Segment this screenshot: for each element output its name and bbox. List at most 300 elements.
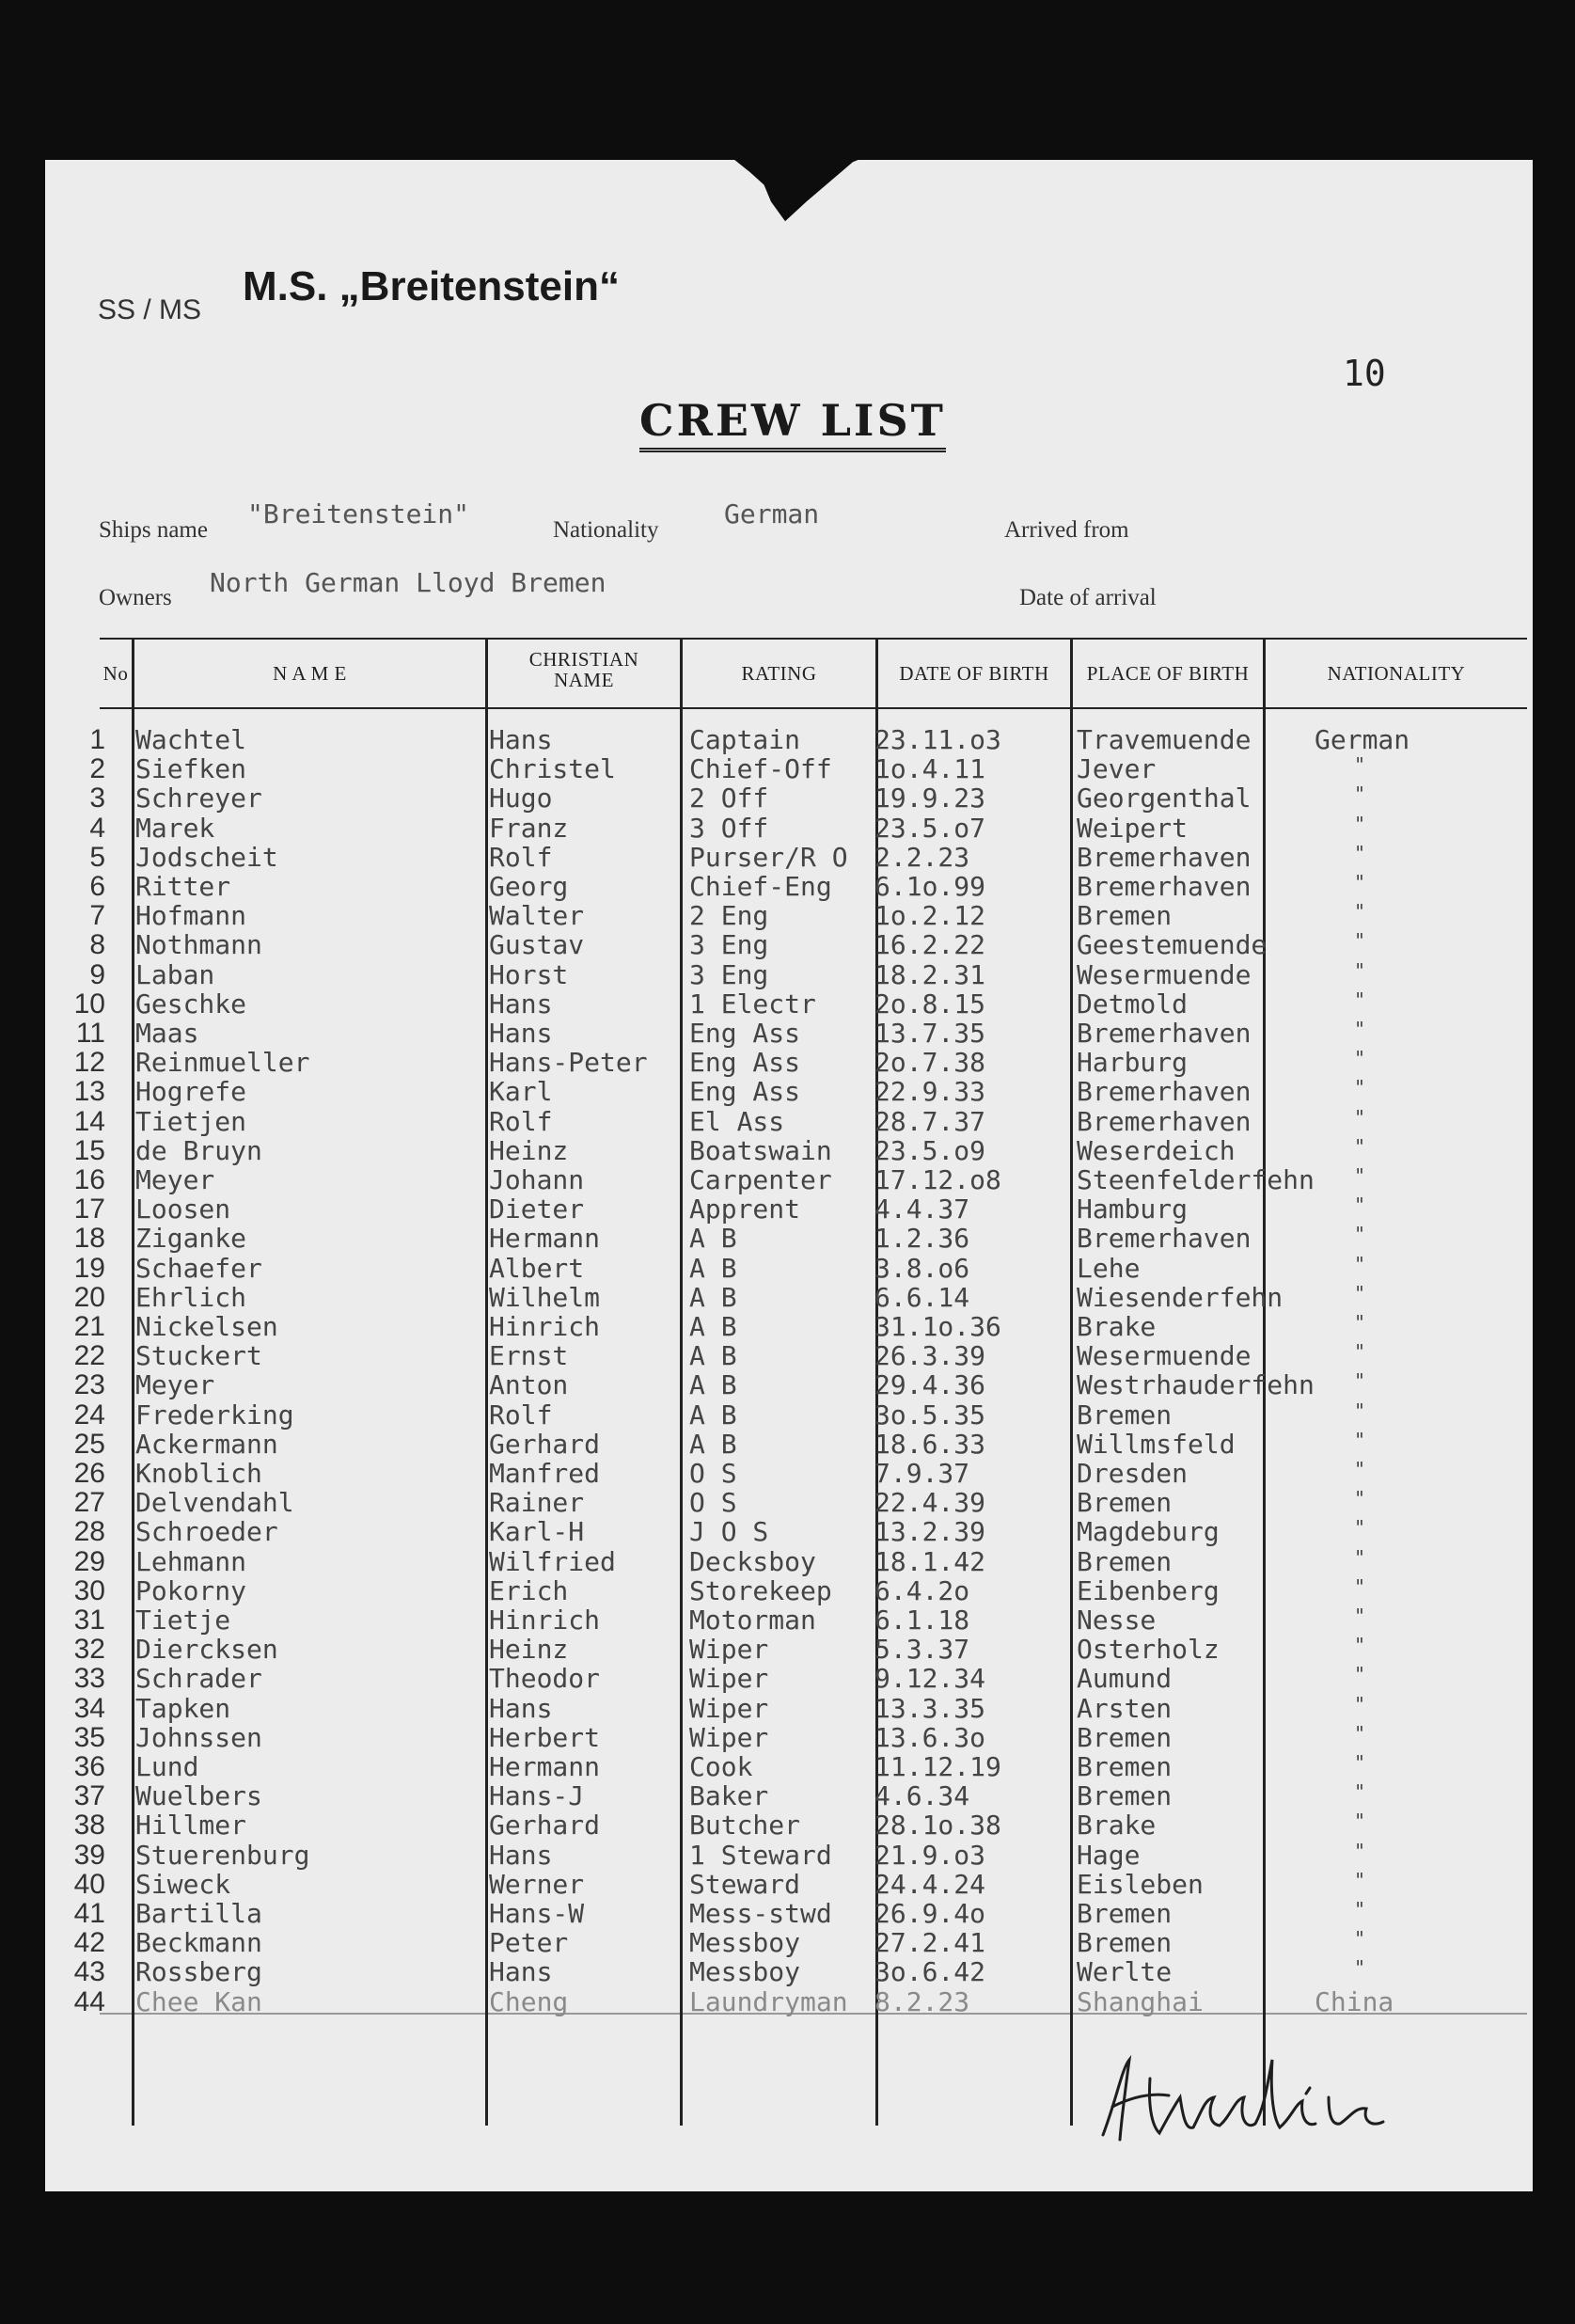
row-place-of-birth: Bremerhaven [1077, 1223, 1252, 1255]
header-place-of-birth: PLACE OF BIRTH [1086, 662, 1250, 685]
row-christian-name: Heinz [489, 1634, 569, 1666]
row-place-of-birth: Wesermuende [1077, 1340, 1252, 1372]
row-rating: Baker [689, 1780, 769, 1812]
row-rating: Eng Ass [689, 1018, 801, 1049]
col-divider-dob [1070, 640, 1073, 2126]
row-christian-name: Rolf [489, 1399, 553, 1431]
row-place-of-birth: Harburg [1077, 1047, 1189, 1079]
row-no: 28 [73, 1516, 105, 1548]
row-name: Ehrlich [135, 1281, 247, 1313]
row-date-of-birth: 23.5.o9 [874, 1134, 986, 1166]
row-no: 21 [73, 1311, 105, 1342]
row-name: Nothmann [135, 929, 262, 961]
row-no: 43 [73, 1956, 105, 1988]
row-place-of-birth: Bremen [1077, 1545, 1173, 1577]
row-christian-name: Gustav [489, 929, 585, 961]
row-christian-name: Ernst [489, 1340, 569, 1372]
row-date-of-birth: 7.9.37 [874, 1458, 970, 1489]
row-date-of-birth: 26.9.4o [874, 1898, 986, 1929]
row-christian-name: Georg [489, 871, 569, 902]
row-christian-name: Hermann [489, 1751, 601, 1782]
row-date-of-birth: 13.2.39 [874, 1516, 986, 1548]
row-place-of-birth: Brake [1077, 1311, 1157, 1342]
row-nationality: " [1354, 929, 1366, 953]
row-rating: J O S [689, 1516, 769, 1548]
row-christian-name: Rolf [489, 841, 553, 873]
form-title: CREW LIST [639, 395, 946, 452]
row-date-of-birth: 18.6.33 [874, 1428, 986, 1460]
row-christian-name: Hans [489, 1956, 553, 1988]
row-place-of-birth: Willmsfeld [1077, 1428, 1236, 1460]
row-place-of-birth: Bremen [1077, 1780, 1173, 1812]
ships-name-value: "Breitenstein" [247, 498, 470, 530]
row-no: 14 [73, 1105, 105, 1137]
row-place-of-birth: Bremerhaven [1077, 1076, 1252, 1108]
row-rating: Eng Ass [689, 1047, 801, 1079]
row-nationality: " [1354, 1428, 1366, 1451]
row-nationality: " [1354, 783, 1366, 806]
row-place-of-birth: Steenfelderfehn [1077, 1164, 1315, 1195]
row-nationality: " [1354, 812, 1366, 835]
row-rating: Laundryman [689, 1985, 848, 2017]
row-nationality: " [1354, 1134, 1366, 1158]
row-rating: 3 Eng [689, 929, 769, 961]
row-no: 33 [73, 1663, 105, 1695]
row-date-of-birth: 9.12.34 [874, 1663, 986, 1695]
row-date-of-birth: 2.2.23 [874, 841, 970, 873]
col-divider-name [485, 640, 488, 2126]
row-name: Johnssen [135, 1721, 262, 1753]
row-place-of-birth: Weipert [1077, 812, 1189, 844]
row-nationality: " [1354, 1898, 1366, 1921]
row-nationality: " [1354, 1076, 1366, 1099]
row-nationality: " [1354, 1458, 1366, 1480]
row-name: Meyer [135, 1369, 215, 1401]
row-rating: 1 Electr [689, 988, 816, 1020]
row-rating: Decksboy [689, 1545, 816, 1577]
row-name: de Bruyn [135, 1134, 262, 1166]
row-nationality: " [1354, 1223, 1366, 1246]
row-place-of-birth: Bremerhaven [1077, 841, 1252, 873]
header-date-of-birth: DATE OF BIRTH [899, 662, 1049, 685]
row-no: 30 [73, 1574, 105, 1606]
document-content [45, 160, 1533, 2191]
row-nationality: " [1354, 1956, 1366, 1980]
header-rating: RATING [741, 662, 817, 685]
row-name: Siweck [135, 1868, 231, 1900]
row-name: Ritter [135, 871, 231, 902]
row-date-of-birth: 2o.8.15 [874, 988, 986, 1020]
row-name: Meyer [135, 1164, 215, 1195]
row-no: 6 [89, 871, 105, 902]
row-christian-name: Cheng [489, 1985, 569, 2017]
row-date-of-birth: 3o.5.35 [874, 1399, 986, 1431]
row-nationality: " [1354, 1399, 1366, 1422]
row-name: Diercksen [135, 1634, 278, 1666]
row-christian-name: Hans [489, 988, 553, 1020]
row-name: Hillmer [135, 1810, 247, 1842]
row-rating: Carpenter [689, 1164, 832, 1195]
row-christian-name: Manfred [489, 1458, 601, 1489]
header-christian-line1: CHRISTIAN [528, 648, 639, 671]
row-date-of-birth: 4.4.37 [874, 1194, 970, 1225]
row-nationality: " [1354, 1810, 1366, 1833]
row-no: 24 [73, 1399, 105, 1431]
row-nationality: " [1354, 1780, 1366, 1804]
row-name: Wachtel [135, 724, 247, 755]
row-no: 10 [73, 988, 105, 1020]
row-name: Stuerenburg [135, 1839, 310, 1871]
row-christian-name: Herbert [489, 1721, 601, 1753]
row-rating: Captain [689, 724, 801, 755]
row-place-of-birth: Shanghai [1077, 1985, 1204, 2017]
row-date-of-birth: 6.6.14 [874, 1281, 970, 1313]
row-nationality: " [1354, 1751, 1366, 1774]
row-name: Ackermann [135, 1428, 278, 1460]
row-no: 2 [89, 753, 105, 785]
row-rating: Mess-stwd [689, 1898, 832, 1929]
header-no: No [102, 662, 129, 685]
row-christian-name: Hans-W [489, 1898, 585, 1929]
row-place-of-birth: Bremen [1077, 1927, 1173, 1959]
row-place-of-birth: Bremerhaven [1077, 871, 1252, 902]
row-christian-name: Hans-J [489, 1780, 585, 1812]
row-nationality: " [1354, 871, 1366, 893]
row-christian-name: Hans-Peter [489, 1047, 648, 1079]
row-place-of-birth: Magdeburg [1077, 1516, 1220, 1548]
row-date-of-birth: 6.4.2o [874, 1574, 970, 1606]
row-rating: 3 Off [689, 812, 769, 844]
row-no: 34 [73, 1692, 105, 1724]
row-place-of-birth: Travemuende [1077, 724, 1252, 755]
row-rating: O S [689, 1487, 737, 1519]
row-date-of-birth: 11.12.19 [874, 1751, 1001, 1782]
row-date-of-birth: 22.4.39 [874, 1487, 986, 1519]
row-name: Jodscheit [135, 841, 278, 873]
row-christian-name: Dieter [489, 1194, 585, 1225]
row-place-of-birth: Wiesenderfehn [1077, 1281, 1284, 1313]
row-name: Schreyer [135, 783, 262, 814]
row-name: Beckmann [135, 1927, 262, 1959]
row-nationality: " [1354, 1868, 1366, 1891]
row-date-of-birth: 28.1o.38 [874, 1810, 1001, 1842]
col-divider-no [132, 640, 134, 2126]
row-christian-name: Horst [489, 958, 569, 990]
ship-title: M.S. „Breitenstein“ [243, 263, 620, 309]
row-nationality: " [1354, 1047, 1366, 1070]
row-no: 41 [73, 1898, 105, 1929]
row-date-of-birth: 8.2.23 [874, 1985, 970, 2017]
row-date-of-birth: 29.4.36 [874, 1369, 986, 1401]
col-divider-christian [680, 640, 683, 2126]
row-christian-name: Hinrich [489, 1311, 601, 1342]
row-christian-name: Anton [489, 1369, 569, 1401]
row-place-of-birth: Lehe [1077, 1252, 1141, 1284]
row-christian-name: Franz [489, 812, 569, 844]
row-name: Siefken [135, 753, 247, 785]
row-christian-name: Heinz [489, 1134, 569, 1166]
row-name: Knoblich [135, 1458, 262, 1489]
table-top-rule [100, 638, 1527, 640]
row-nationality: " [1354, 958, 1366, 982]
arrived-from-label: Arrived from [1004, 517, 1129, 543]
row-no: 27 [73, 1487, 105, 1519]
row-rating: Messboy [689, 1927, 801, 1959]
row-rating: A B [689, 1428, 737, 1460]
row-nationality: " [1354, 1692, 1366, 1715]
row-date-of-birth: 31.1o.36 [874, 1311, 1001, 1342]
row-place-of-birth: Weserdeich [1077, 1134, 1236, 1166]
row-no: 22 [73, 1340, 105, 1372]
row-date-of-birth: 3o.6.42 [874, 1956, 986, 1988]
date-of-arrival-label: Date of arrival [1019, 585, 1157, 610]
row-rating: 2 Off [689, 783, 769, 814]
row-nationality: " [1354, 1018, 1366, 1040]
row-name: Ziganke [135, 1223, 247, 1255]
row-nationality: " [1354, 1721, 1366, 1745]
row-rating: A B [689, 1223, 737, 1255]
row-place-of-birth: Bremen [1077, 900, 1173, 932]
row-date-of-birth: 28.7.37 [874, 1105, 986, 1137]
row-no: 16 [73, 1164, 105, 1195]
page-number: 10 [1343, 353, 1386, 394]
row-date-of-birth: 18.1.42 [874, 1545, 986, 1577]
row-christian-name: Theodor [489, 1663, 601, 1695]
row-nationality: " [1354, 1634, 1366, 1657]
row-date-of-birth: 5.3.37 [874, 1634, 970, 1666]
row-name: Lehmann [135, 1545, 247, 1577]
row-rating: Chief-Off [689, 753, 832, 785]
row-nationality: " [1354, 988, 1366, 1011]
row-no: 3 [89, 783, 105, 814]
row-date-of-birth: 22.9.33 [874, 1076, 986, 1108]
row-nationality: " [1354, 1105, 1366, 1129]
row-no: 15 [73, 1134, 105, 1166]
row-no: 8 [89, 929, 105, 961]
row-rating: Wiper [689, 1663, 769, 1695]
row-christian-name: Erich [489, 1574, 569, 1606]
row-rating: Wiper [689, 1721, 769, 1753]
row-name: Stuckert [135, 1340, 262, 1372]
row-name: Rossberg [135, 1956, 262, 1988]
row-place-of-birth: Hamburg [1077, 1194, 1189, 1225]
row-name: Geschke [135, 988, 247, 1020]
row-date-of-birth: 17.12.o8 [874, 1164, 1001, 1195]
row-place-of-birth: Hage [1077, 1839, 1141, 1871]
row-christian-name: Werner [489, 1868, 585, 1900]
table-header-rule [100, 707, 1527, 709]
row-nationality: " [1354, 1311, 1366, 1334]
row-rating: Eng Ass [689, 1076, 801, 1108]
row-rating: Steward [689, 1868, 801, 1900]
row-name: Schrader [135, 1663, 262, 1695]
row-rating: Boatswain [689, 1134, 832, 1166]
row-christian-name: Hinrich [489, 1605, 601, 1636]
handwritten-signature [1094, 2041, 1394, 2154]
row-date-of-birth: 19.9.23 [874, 783, 986, 814]
row-rating: A B [689, 1311, 737, 1342]
row-place-of-birth: Westrhauderfehn [1077, 1369, 1315, 1401]
owners-value: North German Lloyd Bremen [210, 567, 606, 598]
row-rating: Wiper [689, 1692, 769, 1724]
row-name: Bartilla [135, 1898, 262, 1929]
row-no: 32 [73, 1634, 105, 1666]
row-no: 39 [73, 1839, 105, 1871]
row-rating: Cook [689, 1751, 753, 1782]
row-no: 25 [73, 1428, 105, 1460]
row-date-of-birth: 23.11.o3 [874, 724, 1001, 755]
row-christian-name: Hans [489, 1018, 553, 1049]
row-name: Tietje [135, 1605, 231, 1636]
row-place-of-birth: Bremen [1077, 1751, 1173, 1782]
row-no: 1 [89, 724, 105, 755]
row-date-of-birth: 16.2.22 [874, 929, 986, 961]
row-date-of-birth: 13.6.3o [874, 1721, 986, 1753]
row-date-of-birth: 23.5.o7 [874, 812, 986, 844]
row-place-of-birth: Brake [1077, 1810, 1157, 1842]
row-christian-name: Hans [489, 724, 553, 755]
row-no: 44 [73, 1985, 105, 2017]
row-christian-name: Christel [489, 753, 616, 785]
row-no: 26 [73, 1458, 105, 1489]
row-name: Hofmann [135, 900, 247, 932]
row-date-of-birth: 18.2.31 [874, 958, 986, 990]
row-name: Pokorny [135, 1574, 247, 1606]
row-no: 7 [89, 900, 105, 932]
row-place-of-birth: Jever [1077, 753, 1157, 785]
row-place-of-birth: Wesermuende [1077, 958, 1252, 990]
row-date-of-birth: 27.2.41 [874, 1927, 986, 1959]
row-name: Schroeder [135, 1516, 278, 1548]
row-no: 42 [73, 1927, 105, 1959]
row-place-of-birth: Bremen [1077, 1399, 1173, 1431]
row-christian-name: Karl [489, 1076, 553, 1108]
row-no: 37 [73, 1780, 105, 1812]
row-nationality: China [1315, 1985, 1394, 2017]
row-nationality: " [1354, 1516, 1366, 1540]
row-name: Chee Kan [135, 1985, 262, 2017]
row-no: 29 [73, 1545, 105, 1577]
header-christian-line2: NAME [554, 669, 614, 691]
row-place-of-birth: Bremerhaven [1077, 1018, 1252, 1049]
row-date-of-birth: 13.7.35 [874, 1018, 986, 1049]
row-nationality: " [1354, 1574, 1366, 1598]
row-christian-name: Karl-H [489, 1516, 585, 1548]
row-name: Loosen [135, 1194, 231, 1225]
row-no: 31 [73, 1605, 105, 1636]
row-rating: O S [689, 1458, 737, 1489]
row-date-of-birth: 21.9.o3 [874, 1839, 986, 1871]
ships-name-label: Ships name [99, 517, 208, 543]
header-nationality: NATIONALITY [1327, 662, 1466, 685]
row-place-of-birth: Bremen [1077, 1721, 1173, 1753]
row-place-of-birth: Detmold [1077, 988, 1189, 1020]
nationality-value: German [724, 498, 820, 530]
row-no: 38 [73, 1810, 105, 1842]
row-name: Marek [135, 812, 215, 844]
row-rating: 1 Steward [689, 1839, 832, 1871]
row-christian-name: Gerhard [489, 1810, 601, 1842]
row-no: 17 [73, 1194, 105, 1225]
row-nationality: " [1354, 1663, 1366, 1686]
row-place-of-birth: Geestemuende [1077, 929, 1268, 961]
row-nationality: " [1354, 900, 1366, 924]
row-name: Frederking [135, 1399, 294, 1431]
row-christian-name: Rolf [489, 1105, 553, 1137]
row-place-of-birth: Eisleben [1077, 1868, 1204, 1900]
row-no: 11 [75, 1018, 105, 1049]
row-date-of-birth: 13.3.35 [874, 1692, 986, 1724]
row-place-of-birth: Aumund [1077, 1663, 1173, 1695]
row-place-of-birth: Werlte [1077, 1956, 1173, 1988]
row-name: Delvendahl [135, 1487, 294, 1519]
row-name: Schaefer [135, 1252, 262, 1284]
row-christian-name: Wilhelm [489, 1281, 601, 1313]
row-no: 23 [73, 1369, 105, 1401]
row-no: 19 [73, 1252, 105, 1284]
row-name: Lund [135, 1751, 199, 1782]
nationality-label: Nationality [553, 517, 659, 543]
row-nationality: " [1354, 1194, 1366, 1217]
row-no: 20 [73, 1281, 105, 1313]
row-name: Nickelsen [135, 1311, 278, 1342]
row-christian-name: Hans [489, 1692, 553, 1724]
row-rating: 2 Eng [689, 900, 769, 932]
row-rating: Purser/R O [689, 841, 848, 873]
row-nationality: " [1354, 1369, 1366, 1393]
row-nationality: " [1354, 1281, 1366, 1304]
row-rating: Wiper [689, 1634, 769, 1666]
row-nationality: " [1354, 1252, 1366, 1275]
row-rating: Apprent [689, 1194, 801, 1225]
row-name: Wuelbers [135, 1780, 262, 1812]
row-place-of-birth: Bremen [1077, 1898, 1173, 1929]
header-christian-name [488, 649, 680, 690]
row-nationality: German [1315, 724, 1410, 755]
row-place-of-birth: Eibenberg [1077, 1574, 1220, 1606]
row-nationality: " [1354, 1545, 1366, 1569]
row-name: Laban [135, 958, 215, 990]
row-rating: Chief-Eng [689, 871, 832, 902]
row-christian-name: Hans [489, 1839, 553, 1871]
row-christian-name: Wilfried [489, 1545, 616, 1577]
row-place-of-birth: Georgenthal [1077, 783, 1252, 814]
row-rating: Butcher [689, 1810, 801, 1842]
row-date-of-birth: 26.3.39 [874, 1340, 986, 1372]
row-place-of-birth: Arsten [1077, 1692, 1173, 1724]
row-nationality: " [1354, 1927, 1366, 1951]
row-place-of-birth: Dresden [1077, 1458, 1189, 1489]
row-christian-name: Albert [489, 1252, 585, 1284]
row-rating: Messboy [689, 1956, 801, 1988]
row-no: 35 [73, 1721, 105, 1753]
row-christian-name: Rainer [489, 1487, 585, 1519]
row-nationality: " [1354, 753, 1366, 777]
row-name: Tapken [135, 1692, 231, 1724]
row-name: Reinmueller [135, 1047, 310, 1079]
owners-label: Owners [99, 585, 172, 610]
row-no: 36 [73, 1751, 105, 1782]
row-rating: 3 Eng [689, 958, 769, 990]
row-rating: A B [689, 1252, 737, 1284]
row-nationality: " [1354, 1839, 1366, 1862]
row-date-of-birth: 4.6.34 [874, 1780, 970, 1812]
row-place-of-birth: Nesse [1077, 1605, 1157, 1636]
row-date-of-birth: 1o.2.12 [874, 900, 986, 932]
row-nationality: " [1354, 1164, 1366, 1187]
row-name: Maas [135, 1018, 199, 1049]
row-rating: A B [689, 1340, 737, 1372]
